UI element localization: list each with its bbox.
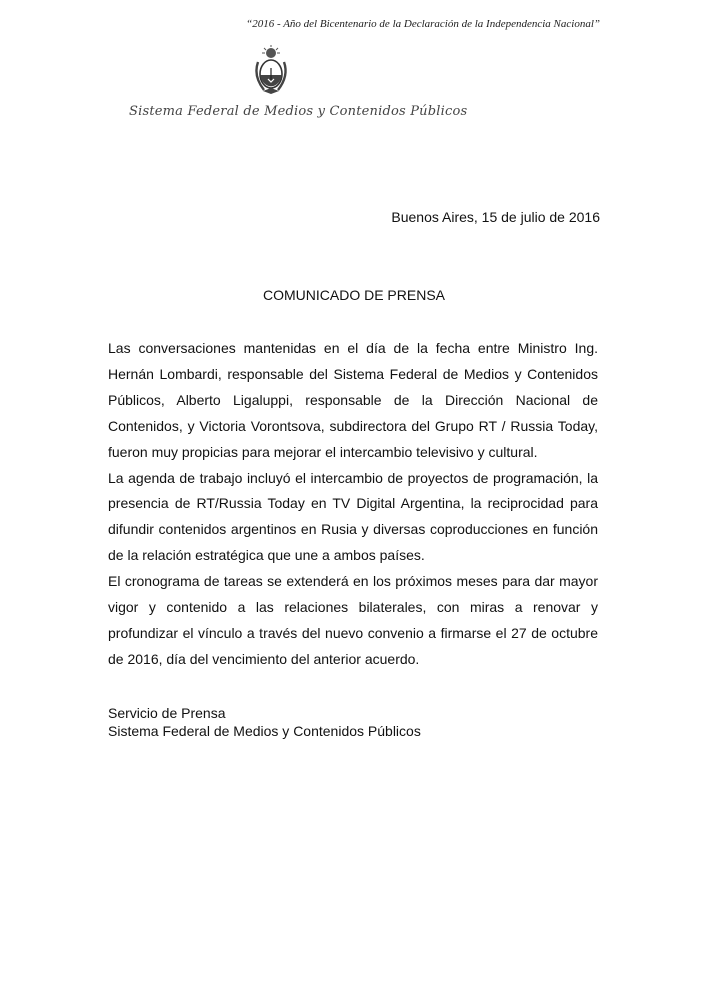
argentina-coat-of-arms-icon [250,44,292,96]
body-paragraph: Las conversaciones mantenidas en el día de la fecha entre Ministro Ing. Hernán Lombardi, responsable del Sistema Federal de Medios y Contenidos Públicos, Alberto Ligaluppi, responsable de la Dirección Nacional de Contenidos, y Victoria Vorontsova, subdirectora del Grupo RT / Russia Today, fueron muy propicias para mejorar el intercambio televisivo y cultural. [108,340,598,460]
signature-department: Servicio de Prensa [108,705,226,721]
document-heading: COMUNICADO DE PRENSA [262,287,446,303]
document-body [108,336,598,673]
header-motto: “2016 - Año del Bicentenario de la Declaración de la Independencia Nacional” [246,18,600,30]
signature-block [108,704,421,740]
body-paragraph: La agenda de trabajo incluyó el intercambio de proyectos de programación, la presencia de RT/Russia Today en TV Digital Argentina, la reciprocidad para difundir contenidos argentinos en Rusia y diversas coproducciones en función de la relación estratégica que une a ambos países. [108,469,598,564]
date-line: Buenos Aires, 15 de julio de 2016 [391,209,600,225]
signature-organization: Sistema Federal de Medios y Contenidos Públicos [108,723,421,739]
body-paragraph: El cronograma de tareas se extenderá en los próximos meses para dar mayor vigor y contenido a las relaciones bilaterales, con miras a renovar y profundizar el vínculo a través del nuevo convenio a firmarse el 27 de octubre de 2016, día del vencimiento del anterior acuerdo. [108,573,598,667]
organization-name: Sistema Federal de Medios y Contenidos Públicos [129,104,468,119]
